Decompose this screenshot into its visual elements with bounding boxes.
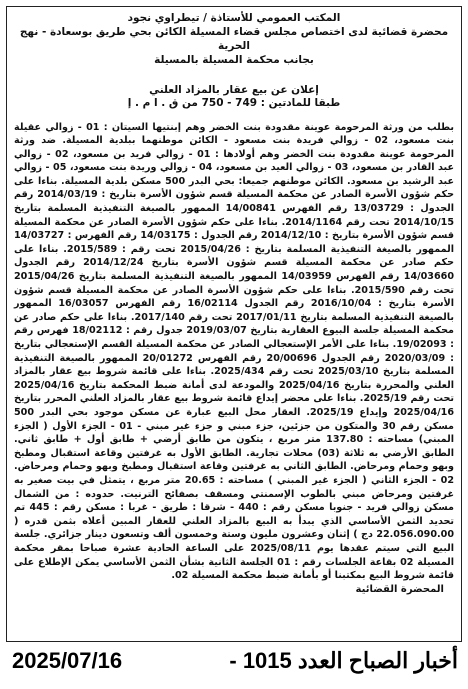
office-line: المكتب العمومي للأستاذة / تيطراوي نجود bbox=[127, 12, 341, 24]
issue-date: 2025/07/16 bbox=[12, 648, 123, 673]
sale-legal-reference: طبقا للمادتين : 749 - 750 من ق . ا م . إ bbox=[127, 96, 341, 109]
office-title-line-1: محضرة قضائية لدى اختصاص مجلس قضاء المسيلة الكائن بحي طريق بوسعادة - نهج الحرية bbox=[19, 26, 449, 52]
sale-announcement-title: إعلان عن بيع عقار بالمزاد العلني bbox=[149, 83, 319, 96]
newspaper-footer bbox=[6, 646, 462, 676]
legal-notice bbox=[6, 6, 462, 642]
newspaper-issue-label: أخبار الصباح العدد 1015 - bbox=[229, 648, 458, 673]
office-title-line-2: بجانب محكمة المسيلة بالمسيلة bbox=[154, 54, 314, 66]
bailiff-signature: المحضرة القضائية bbox=[355, 583, 444, 595]
notice-body-text: بطلب من ورثة المرحومة عوينة مقدودة بنت الخضر وهم إبنتيها السيتان : 01 - زوالي عقيلة بنت مسعود، 02 - زوالي فريدة بنت مسعود - الكائن موطنهما ببلدية المسيلة. ضد ورثة المرحومة عوينة مقدودة بنت الخضر وهم أولادها : 01 - زوالي فريد بن مسعود، 02 - زوالي عبد القادر بن مسعود، 03 - زوالي العيد بن مسعود، 04 - زوالي وريدة بنت مسعود، 05 - زوالي عبد الرشيد بن مسعود. الكائن موطنهم جميعا: بحي البدر 500 مسكن بلدية المسيلة. بناءا على حكم شؤون الأسرة الصادر عن محكمة المسيلة قسم شؤون الأسرة بتاريخ : 2014/03/19 رقم الجدول : 13/03729 رقم الفهرس 14/00841 الممهور بالصيغة التنفيذية المسلمة بتاريخ 2014/10/15 تحت رقم 2014/1164. بناءا على حكم شؤون الأسرة الصادر عن محكمة المسيلة قسم شؤون الأسرة بتاريخ : 2014/12/10 رقم الجدول : 14/03175 رقم الفهرس : 14/03727 الممهور بالصيغة التنفيذية المسلمة بتاريخ : 2015/04/26 تحت رقم : 2015/589. بناءا على حكم صادر عن محكمة المسيلة قسم شؤون الأسرة بتاريخ 2014/12/24 رقم الجدول 14/03660 رقم الفهرس 14/03959 الممهور بالصيغة التنفيذية المسلمة بتاريخ 2015/04/26 تحت رقم 2015/590. بناءا على حكم شؤون الأسرة الصادر عن محكمة المسيلة قسم شؤون الأسرة بتاريخ : 2016/10/04 رقم الجدول 16/02114 رقم الفهرس 16/03057 الممهور بالصيغة التنفيذية المسلمة بتاريخ 2017/01/11 تحت رقم 2017/140. بناءا على حكم صادر عن محكمة المسيلة جلسة البيوع العقارية بتاريخ 2019/03/07 جدول رقم : 18/02112 فهرس رقم : 19/02093. بناءا على الأمر الإستعجالي الصادر عن محكمة المسيلة القسم الإستعجالي بتاريخ : 2020/03/09 رقم الجدول 20/00696 رقم الفهرس 20/01272 الممهور بالصيغة التنفيذية المسلمة بتاريخ 2025/03/10 تحت رقم 2025/434. بناءا على قائمة شروط بيع عقار بالمزاد العلني والمحررة بتاريخ 2025/04/16 والمودعة لدى أمانة ضبط المحكمة بتاريخ 2025/04/16 تحت رقم 2025/19. بناءا على محضر إيداع قائمة شروط بيع عقار بالمزاد العلني المحرر بتاريخ 2025/04/16 وإيداع 2025/19. العقار محل البيع عبارة عن مسكن موجود بحي البدر 500 مسكن رقم 30 والمتكون من جزئين، جزء مبني و جزء غير مبني - 01 - الجزء الأول ( الجزء المبني) مساحته : 137.80 متر مربع ، يتكون من طابق أرضي + طابق أول + طابق ثاني. الطابق الأرضي به ثلاثة (03) محلات تجارية. الطابق الأول به غرفتين وقاعة استقبال ومطبخ وبهو وحمام ومرحاض. الطابق الثاني به غرفتين وقاعة استقبال ومطبخ وبهو وحمام ومرحاض. 02 - الجزء الثاني ( الجزء غير المبني ) مساحته : 20.65 متر مربع ، يتمثل في بيت صغير به غرفتين ومرحاض مبني بالطوب الإسمنتي ومسقف بصفائح الترنيت. حدوده : من الشمال مسكن زوالي فريد - جنوبا مسكن رقم : 440 - شرقا : طريق - غربا : مسكن رقم : 445 تم تحديد الثمن الأساسي الذي يبدأ به البيع بالمزاد العلني للعقار المبين أعلاه بثمن قدره ( 22.056.090.00 دج ) إثنان وعشرون مليون وستة وخمسون ألف وتسعون دينار جزائري. جلسة البيع التي سيتم عقدها يوم 2025/08/11 على الساعة الحادية عشرة صباحا بمقر محكمة المسيلة 02 بقاعة الجلسات رقم : 01 الجلسة الثانية بشأن الثمن الأساسي يمكن الإطلاع على قائمة شروط البيع بمكتبنا أو بأمانة ضبط محكمة المسيلة 02. bbox=[14, 121, 455, 582]
